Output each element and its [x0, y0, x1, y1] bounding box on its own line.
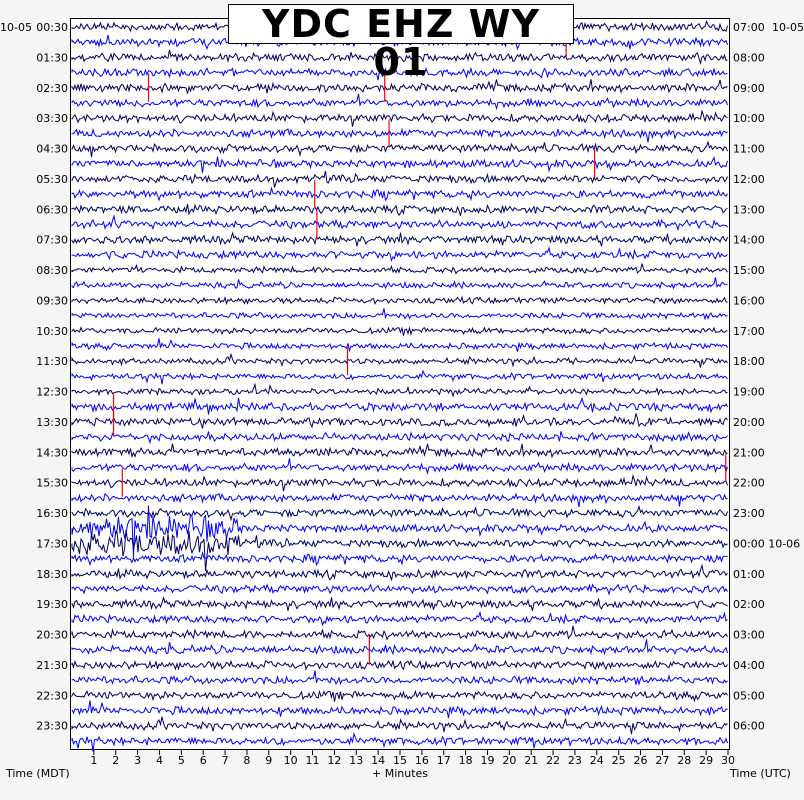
trace-21 [72, 338, 728, 351]
trace-23 [72, 371, 728, 384]
x-tick-label-25: 25 [611, 754, 626, 767]
left-time-label: 20:30 [36, 628, 68, 642]
x-tick-label-19: 19 [480, 754, 495, 767]
trace-25 [72, 398, 728, 415]
x-tick-label-2: 2 [112, 754, 120, 767]
left-time-label: 11:30 [36, 355, 68, 369]
right-time-label: 02:00 [733, 598, 765, 612]
x-tick-label-8: 8 [243, 754, 251, 767]
trace-45 [72, 700, 728, 718]
trace-12 [72, 204, 728, 216]
trace-7 [72, 129, 728, 142]
y-axis-left-label: Time (MDT) [6, 767, 70, 780]
right-time-label: 15:00 [733, 264, 765, 278]
right-time-label: 05:00 [733, 689, 765, 703]
left-time-label: 03:30 [36, 112, 68, 126]
x-tick-label-5: 5 [177, 754, 185, 767]
x-tick-label-16: 16 [414, 754, 429, 767]
trace-30 [72, 476, 728, 491]
right-time-label: 09:00 [733, 81, 765, 95]
trace-17 [72, 277, 728, 288]
right-time-label: 06:00 [733, 719, 765, 733]
left-time-label: 16:30 [36, 507, 68, 521]
x-tick-label-30: 30 [721, 754, 735, 767]
trace-19 [72, 308, 728, 319]
trace-11 [72, 188, 728, 200]
right-time-label: 16:00 [733, 294, 765, 308]
trace-42 [72, 661, 728, 670]
left-time-label: 07:30 [36, 233, 68, 247]
trace-14 [72, 233, 728, 247]
left-time-label: 14:30 [36, 446, 68, 460]
right-time-label: 11:00 [733, 142, 765, 156]
x-tick-label-22: 22 [546, 754, 561, 767]
trace-22 [72, 354, 728, 367]
left-time-label: 22:30 [36, 689, 68, 703]
right-time-label: 03:00 [733, 628, 765, 642]
trace-40 [72, 626, 728, 639]
trace-41 [72, 639, 728, 654]
trace-44 [72, 691, 728, 701]
right-time-label: 17:00 [733, 324, 765, 338]
x-tick-label-11: 11 [305, 754, 320, 767]
trace-37 [72, 585, 728, 594]
x-tick-label-6: 6 [199, 754, 207, 767]
right-time-label: 04:00 [733, 658, 765, 672]
trace-32 [72, 507, 728, 520]
x-tick-label-23: 23 [567, 754, 582, 767]
x-tick-label-12: 12 [327, 754, 342, 767]
right-time-label: 14:00 [733, 233, 765, 247]
left-time-label: 06:30 [36, 203, 68, 217]
y-axis-right-label: Time (UTC) [730, 767, 791, 780]
trace-9 [72, 157, 728, 173]
right-time-label: 20:00 [733, 415, 765, 429]
left-time-label: 09:30 [36, 294, 68, 308]
trace-38 [72, 597, 728, 611]
left-time-label: 08:30 [36, 264, 68, 278]
trace-36 [72, 566, 728, 581]
trace-27 [72, 431, 728, 442]
left-time-label: 13:30 [36, 415, 68, 429]
right-time-label: 18:00 [733, 355, 765, 369]
trace-26 [72, 413, 728, 428]
left-time-label: 02:30 [36, 81, 68, 95]
x-tick-label-24: 24 [589, 754, 604, 767]
x-tick-label-4: 4 [155, 754, 163, 767]
left-time-label: 01:30 [36, 51, 68, 65]
left-time-label: 15:30 [36, 476, 68, 490]
left-time-label: 00:30 [36, 21, 68, 34]
trace-13 [72, 216, 728, 229]
trace-20 [72, 328, 728, 336]
x-tick-label-28: 28 [677, 754, 692, 767]
x-axis-label: + Minutes [372, 767, 429, 780]
trace-24 [72, 385, 728, 397]
trace-29 [72, 458, 728, 473]
right-time-label: 08:00 [733, 51, 765, 65]
x-tick-label-29: 29 [699, 754, 714, 767]
trace-39 [72, 613, 728, 625]
x-tick-label-7: 7 [221, 754, 229, 767]
trace-31 [72, 494, 728, 507]
trace-47 [72, 734, 728, 752]
trace-8 [72, 142, 728, 157]
right-time-label: 22:00 [733, 476, 765, 490]
right-time-label: 21:00 [733, 446, 765, 460]
x-tick-label-3: 3 [134, 754, 142, 767]
x-tick-label-1: 1 [90, 754, 98, 767]
x-tick-label-13: 13 [349, 754, 364, 767]
x-tick-label-15: 15 [393, 754, 407, 767]
right-time-label: 01:00 [733, 567, 765, 581]
trace-15 [72, 248, 728, 260]
left-time-label: 23:30 [36, 719, 68, 733]
left-time-label: 19:30 [36, 598, 68, 612]
trace-34 [72, 530, 728, 571]
x-tick-label-14: 14 [371, 754, 386, 767]
trace-6 [72, 111, 728, 126]
traces-group [72, 17, 728, 751]
right-time-label: 12:00 [733, 172, 765, 186]
left-time-label: 10:30 [36, 324, 68, 338]
x-tick-label-10: 10 [283, 754, 298, 767]
left-time-label: 21:30 [36, 658, 68, 672]
start-date-right: 10-05 [772, 21, 804, 34]
x-tick-label-17: 17 [436, 754, 451, 767]
left-time-label: 18:30 [36, 567, 68, 581]
left-time-label: 17:30 [36, 537, 68, 551]
trace-43 [72, 670, 728, 684]
left-time-label: 04:30 [36, 142, 68, 156]
x-tick-label-27: 27 [655, 754, 670, 767]
x-tick-label-18: 18 [458, 754, 473, 767]
right-time-label: 13:00 [733, 203, 765, 217]
trace-35 [72, 553, 728, 565]
right-time-label: 19:00 [733, 385, 765, 399]
trace-16 [72, 264, 728, 274]
trace-18 [72, 297, 728, 303]
right-time-label: 07:00 [733, 21, 765, 34]
x-tick-label-26: 26 [633, 754, 648, 767]
trace-28 [72, 444, 728, 457]
x-tick-label-21: 21 [524, 754, 539, 767]
right-time-label: 23:00 [733, 507, 765, 521]
right-time-label: 10:00 [733, 112, 765, 126]
left-time-label: 05:30 [36, 172, 68, 186]
trace-5 [72, 94, 728, 109]
right-time-label: 00:00 10-06 [733, 537, 801, 551]
left-time-label: 12:30 [36, 385, 68, 399]
trace-10 [72, 171, 728, 188]
x-tick-label-9: 9 [265, 754, 273, 767]
trace-46 [72, 717, 728, 734]
chart-title: YDC EHZ WY 01 [228, 4, 574, 44]
start-date-left: 10-05 [0, 21, 32, 34]
x-tick-label-20: 20 [502, 754, 517, 767]
